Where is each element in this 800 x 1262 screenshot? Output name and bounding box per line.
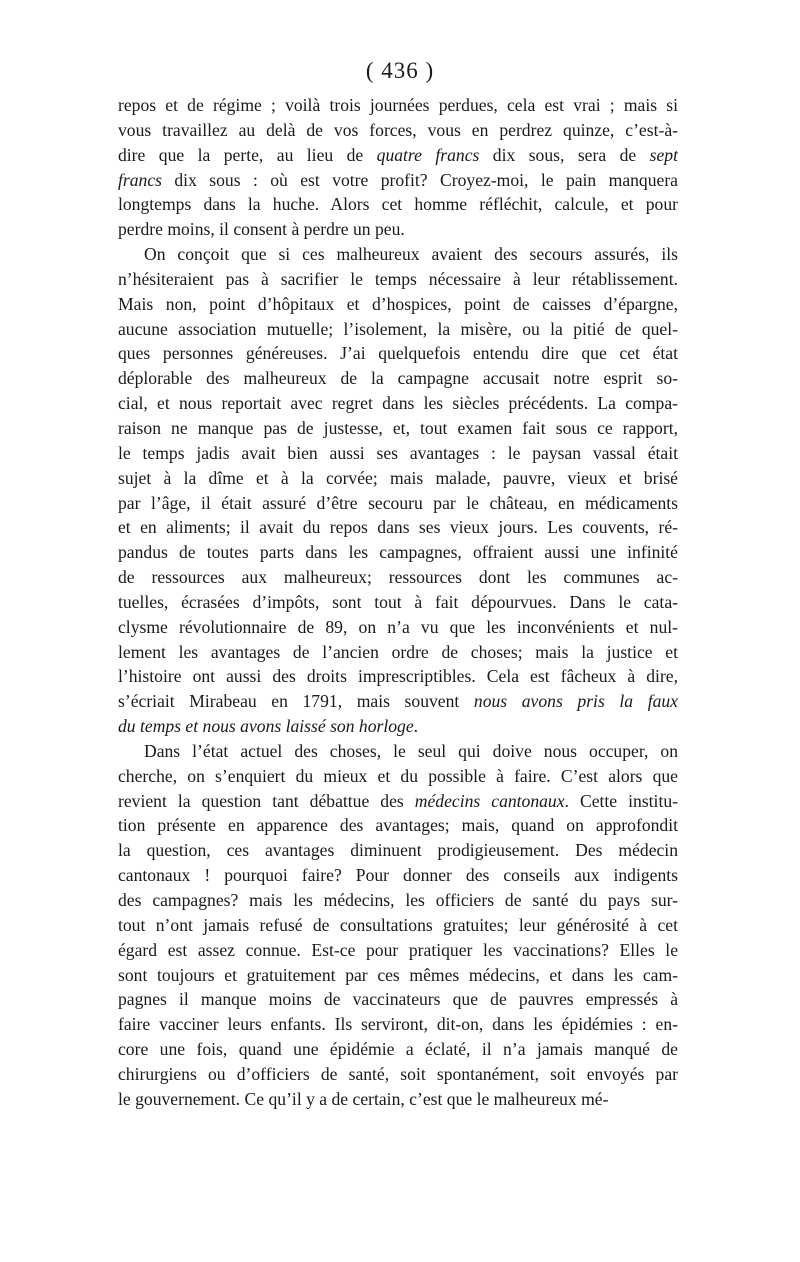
text-line — [118, 689, 678, 714]
text-line — [118, 341, 678, 366]
text-line — [118, 888, 678, 913]
text-line — [118, 292, 678, 317]
text-line — [118, 491, 678, 516]
text-line — [118, 987, 678, 1012]
text-segment: cantonaux ! pourquoi faire? Pour donner des conseils aux indigents — [118, 865, 678, 886]
text-line — [118, 366, 678, 391]
text-segment: dix sous : où est votre profit? Croyez-moi, le pain manquera — [161, 169, 678, 190]
text-line — [118, 317, 678, 342]
text-segment: dire que la perte, au lieu de — [118, 144, 377, 165]
text-line — [118, 93, 678, 118]
text-line — [118, 640, 678, 665]
paragraph — [118, 242, 678, 739]
text-line — [118, 739, 678, 764]
italic-text: nous avons pris la faux — [473, 691, 678, 712]
text-segment: vous travaillez au delà de vos forces, vous en perdrez quinze, c’est-à- — [118, 119, 678, 140]
text-line — [118, 540, 678, 565]
text-segment: core une fois, quand une épidémie a éclaté, il n’a jamais manqué de — [118, 1039, 678, 1060]
text-segment: déplorable des malheureux de la campagne accusait notre esprit so- — [118, 368, 678, 389]
text-line — [118, 217, 678, 242]
italic-text: quatre francs — [376, 144, 480, 165]
text-line — [118, 565, 678, 590]
text-segment: dix sous, sera de — [479, 144, 650, 165]
text-line — [118, 664, 678, 689]
text-segment: sujet à la dîme et à la corvée; mais malade, pauvre, vieux et brisé — [118, 467, 678, 488]
text-line — [118, 118, 678, 143]
text-line — [118, 963, 678, 988]
text-segment: tion présente en apparence des avantages; mais, quand on approfondit — [118, 815, 678, 836]
text-segment: chirurgiens ou d’officiers de santé, soit spontanément, soit envoyés par — [118, 1063, 678, 1084]
text-line — [118, 515, 678, 540]
text-line — [118, 615, 678, 640]
italic-text: médecins cantonaux — [414, 790, 565, 811]
text-line — [118, 813, 678, 838]
text-line — [118, 590, 678, 615]
text-segment: . Cette institu- — [564, 790, 678, 811]
text-line — [118, 143, 678, 168]
text-segment: ques personnes généreuses. J’ai quelquefois entendu dire que cet état — [118, 343, 678, 364]
text-line — [118, 863, 678, 888]
text-line — [118, 441, 678, 466]
text-line — [118, 1087, 678, 1112]
text-line — [118, 416, 678, 441]
text-line — [118, 391, 678, 416]
text-segment: perdre moins, il consent à perdre un peu. — [118, 219, 405, 240]
text-segment: par l’âge, il était assuré d’être secouru par le château, en médicaments — [118, 492, 678, 513]
text-line — [118, 764, 678, 789]
text-segment: . — [413, 716, 419, 737]
text-segment: le temps jadis avait bien aussi ses avantages : le paysan vassal était — [118, 442, 678, 463]
text-segment: cial, et nous reportait avec regret dans les siècles précédents. La compa- — [118, 393, 678, 414]
text-segment: tuelles, écrasées d’impôts, sont tout à fait dépourvues. Dans le cata- — [118, 591, 678, 612]
italic-text: francs — [118, 169, 162, 190]
text-line — [118, 267, 678, 292]
text-line — [118, 168, 678, 193]
page-number: ( 436 ) — [365, 58, 435, 83]
text-line — [118, 913, 678, 938]
text-segment: tout n’ont jamais refusé de consultations gratuites; leur générosité à cet — [118, 914, 678, 935]
text-line — [118, 938, 678, 963]
text-segment: sont toujours et gratuitement par ces mêmes médecins, et dans les cam- — [118, 964, 678, 985]
text-segment: raison ne manque pas de justesse, et, tout examen fait sous ce rapport, — [118, 417, 678, 438]
body-text — [118, 93, 678, 1112]
text-segment: faire vacciner leurs enfants. Ils serviront, dit-on, dans les épidémies : en- — [118, 1014, 678, 1035]
text-segment: clysme révolutionnaire de 89, on n’a vu que les inconvénients et nul- — [118, 616, 678, 637]
text-line — [118, 466, 678, 491]
text-segment: revient la question tant débattue des — [118, 790, 415, 811]
text-line — [118, 789, 678, 814]
text-segment: repos et de régime ; voilà trois journées perdues, cela est vrai ; mais si — [118, 95, 678, 115]
text-segment: Dans l’état actuel des choses, le seul qui doive nous occuper, on — [144, 740, 678, 761]
text-segment: le gouvernement. Ce qu’il y a de certain, c’est que le malheureux mé- — [118, 1088, 609, 1109]
text-segment: égard est assez connue. Est-ce pour pratiquer les vaccinations? Elles le — [118, 939, 678, 960]
text-segment: des campagnes? mais les médecins, les officiers de santé du pays sur- — [118, 890, 678, 910]
text-segment: pagnes il manque moins de vaccinateurs que de pauvres empressés à — [118, 989, 678, 1010]
text-segment: On conçoit que si ces malheureux avaient des secours assurés, ils — [144, 244, 678, 265]
text-segment: de ressources aux malheureux; ressources dont les communes ac- — [118, 567, 678, 588]
text-segment: longtemps dans la huche. Alors cet homme réfléchit, calcule, et pour — [118, 194, 678, 215]
text-line — [118, 242, 678, 267]
italic-text: du temps et nous avons laissé son horloge — [118, 716, 414, 737]
text-segment: lement les avantages de l’ancien ordre de choses; mais la justice et — [118, 641, 678, 662]
text-segment: l’histoire ont aussi des droits imprescriptibles. Cela est fâcheux à dire, — [118, 666, 678, 687]
text-segment: pandus de toutes parts dans les campagnes, offraient aussi une infinité — [118, 542, 678, 563]
text-segment: Mais non, point d’hôpitaux et d’hospices, point de caisses d’épargne, — [118, 293, 678, 314]
text-line — [118, 1037, 678, 1062]
text-line — [118, 714, 678, 739]
text-line — [118, 192, 678, 217]
text-segment: n’hésiteraient pas à sacrifier le temps nécessaire à leur rétablissement. — [118, 268, 678, 289]
text-line — [118, 1062, 678, 1087]
text-segment: et en aliments; il avait du repos dans ses vieux jours. Les couvents, ré- — [118, 517, 678, 538]
text-segment: aucune association mutuelle; l’isolement, la misère, ou la pitié de quel- — [118, 318, 678, 339]
text-segment: cherche, on s’enquiert du mieux et du possible à faire. C’est alors que — [118, 765, 678, 786]
text-line — [118, 838, 678, 863]
text-segment: la question, ces avantages diminuent prodigieusement. Des médecin — [118, 840, 678, 861]
text-segment: s’écriait Mirabeau en 1791, mais souvent — [118, 691, 474, 712]
italic-text: sept — [649, 144, 678, 165]
text-line — [118, 1012, 678, 1037]
paragraph — [118, 739, 678, 1112]
paragraph — [118, 93, 678, 242]
